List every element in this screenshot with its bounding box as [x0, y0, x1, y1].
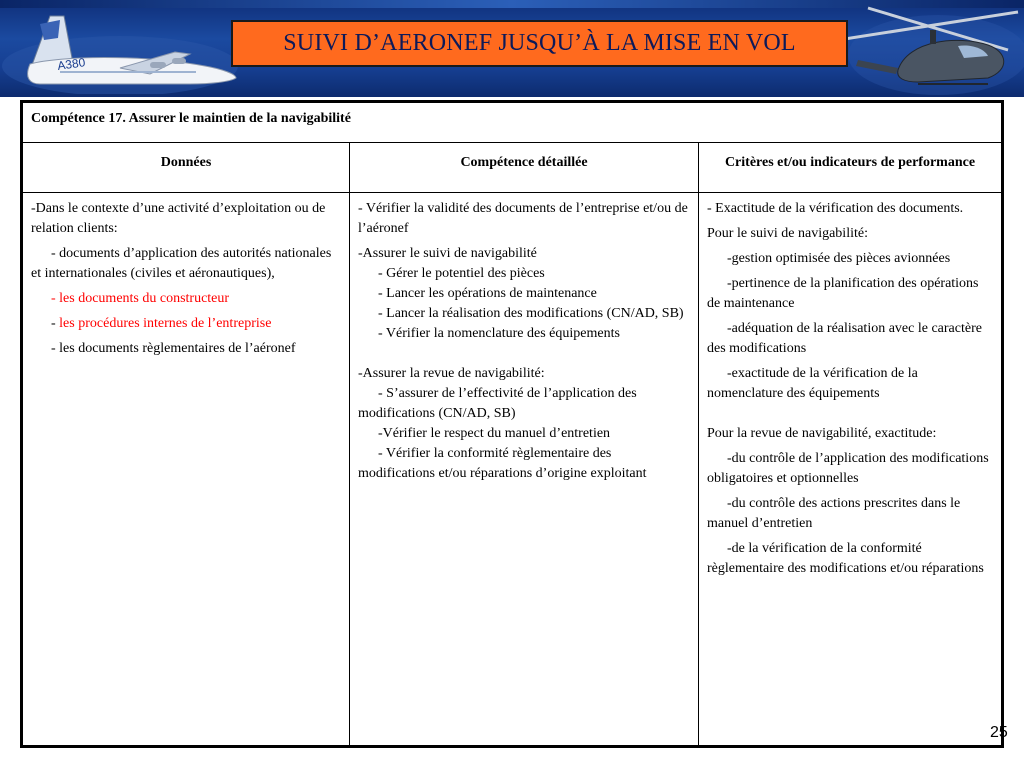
- donnees-item-highlighted: - les documents du constructeur: [51, 291, 230, 306]
- critere-line: -adéquation de la réalisation avec le caractère des modifications: [707, 321, 982, 356]
- competence-line: - Lancer la réalisation des modifications (CN/AD, SB): [378, 306, 684, 321]
- donnees-intro: -Dans le contexte d’une activité d’exploitation ou de relation clients:: [31, 201, 326, 236]
- title-box: [231, 20, 848, 67]
- spacer: [358, 344, 690, 364]
- competence-line: - Lancer les opérations de maintenance: [378, 286, 597, 301]
- donnees-item: - les documents règlementaires de l’aéronef: [51, 341, 296, 356]
- critere-line: Pour la revue de navigabilité, exactitude:: [707, 426, 937, 441]
- competence-line: -Vérifier le respect du manuel d’entretien: [378, 426, 611, 441]
- competence-line: - Vérifier la conformité règlementaire des modifications et/ou réparations d’origine exploitant: [358, 446, 647, 481]
- competence-line: -Assurer le suivi de navigabilité: [358, 246, 537, 261]
- airbus-a380-image: [0, 6, 240, 94]
- competence-line: -Assurer la revue de navigabilité:: [358, 366, 545, 381]
- competence-line: - Vérifier la nomenclature des équipements: [378, 326, 620, 341]
- competence-cell: [349, 193, 698, 745]
- critere-line: -de la vérification de la conformité règlementaire des modifications et/ou réparations: [707, 541, 984, 576]
- criteres-cell: [698, 193, 1001, 745]
- competence-table: [20, 100, 1004, 748]
- critere-line: - Exactitude de la vérification des documents.: [707, 201, 964, 216]
- competence-line: - S’assurer de l’effectivité de l’application des modifications (CN/AD, SB): [358, 386, 637, 421]
- critere-line: Pour le suivi de navigabilité:: [707, 226, 868, 241]
- critere-line: -gestion optimisée des pièces avionnées: [727, 251, 951, 266]
- critere-line: -du contrôle de l’application des modifications obligatoires et optionnelles: [707, 451, 989, 486]
- donnees-item-highlighted: les procédures internes de l’entreprise: [59, 316, 272, 331]
- competence-line: - Gérer le potentiel des pièces: [378, 266, 545, 281]
- donnees-cell: [23, 193, 349, 745]
- critere-line: -pertinence de la planification des opérations de maintenance: [707, 276, 979, 311]
- plane-marking: A380: [56, 55, 87, 73]
- column-header-criteres: Critères et/ou indicateurs de performance: [698, 143, 1001, 193]
- critere-line: -exactitude de la vérification de la nomenclature des équipements: [707, 366, 918, 401]
- donnees-item: [31, 314, 341, 334]
- column-header-donnees: Données: [23, 143, 349, 193]
- helicopter-image: [838, 0, 1024, 97]
- critere-line: -du contrôle des actions prescrites dans le manuel d’entretien: [707, 496, 961, 531]
- competence-line: - Vérifier la validité des documents de l’entreprise et/ou de l’aéronef: [358, 201, 688, 236]
- spacer: [707, 409, 993, 424]
- column-header-competence: Compétence détaillée: [349, 143, 698, 193]
- competence-title: Compétence 17. Assurer le maintien de la navigabilité: [23, 103, 1001, 143]
- header-banner: [0, 0, 1024, 97]
- slide-title: SUIVI D’AERONEF JUSQU’À LA MISE EN VOL: [283, 30, 796, 56]
- donnees-item: - documents d’application des autorités nationales et internationales (civiles et aéronautiques),: [31, 246, 332, 281]
- bullet-dash: -: [51, 316, 60, 331]
- page-number: 25: [990, 724, 1008, 741]
